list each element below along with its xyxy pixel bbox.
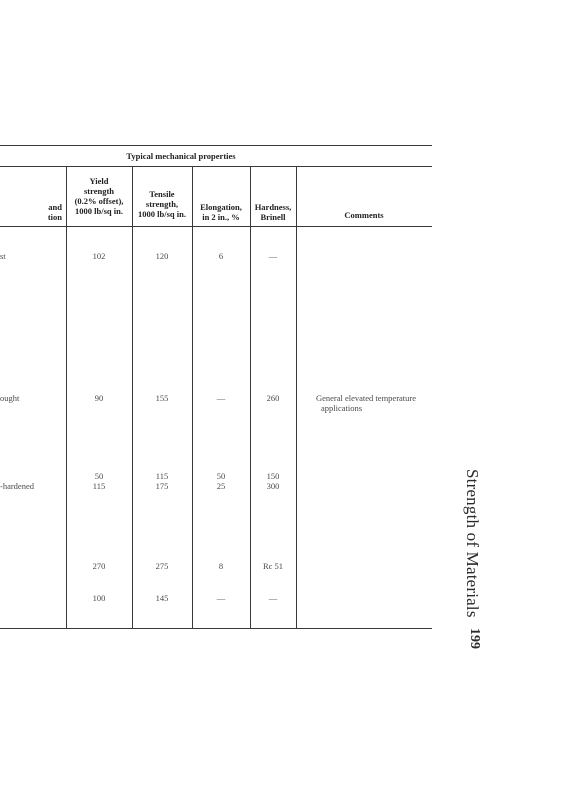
elongation-cell: — — [216, 393, 226, 403]
yield-cell: 50 — [94, 471, 104, 481]
elongation-cell: 50 — [216, 471, 226, 481]
tensile-cell: 115 — [155, 471, 169, 481]
condition-header — [0, 202, 62, 222]
hardness-cell: 150 — [266, 471, 280, 481]
condition-cell: st — [0, 251, 6, 261]
tensile-cell: 175 — [155, 481, 169, 491]
tensile-header-line: Tensile — [149, 189, 175, 199]
yield-cell: 270 — [92, 561, 106, 571]
column-header-rule — [0, 226, 432, 227]
tensile-cell: 120 — [155, 251, 169, 261]
tensile-strength-header — [132, 189, 192, 219]
elongation-header-line: Elongation, — [200, 202, 242, 212]
yield-header-line: strength — [83, 186, 115, 196]
tensile-header-line: strength, — [145, 199, 179, 209]
tensile-cell: 145 — [155, 593, 169, 603]
column-divider — [296, 166, 297, 628]
hardness-cell: — — [268, 593, 278, 603]
hardness-cell: — — [268, 251, 278, 261]
yield-cell: 90 — [94, 393, 104, 403]
yield-header-line: 1000 lb/sq in. — [75, 206, 123, 216]
comments-cell — [300, 393, 432, 413]
yield-header-line: Yield — [89, 176, 109, 186]
yield-header-line: (0.2% offset), — [74, 196, 124, 206]
yield-cell: 115 — [92, 481, 106, 491]
page-number: 199 — [467, 628, 482, 649]
table-bottom-rule — [0, 628, 432, 629]
hardness-cell: Rc 51 — [262, 561, 284, 571]
yield-cell: 102 — [92, 251, 106, 261]
yield-cell: 100 — [92, 593, 106, 603]
running-title: Strength of Materials — [463, 469, 482, 618]
elongation-header-line: in 2 in., % — [202, 212, 240, 222]
elongation-cell: — — [216, 593, 226, 603]
hardness-header — [250, 202, 296, 222]
condition-header-line: tion — [47, 212, 62, 222]
group-header: Typical mechanical properties — [126, 151, 236, 161]
condition-header-line: and — [48, 202, 62, 212]
condition-cell: ought — [0, 393, 20, 403]
elongation-header — [192, 202, 250, 222]
tensile-cell: 155 — [155, 393, 169, 403]
tensile-cell: 275 — [155, 561, 169, 571]
hardness-cell: 260 — [266, 393, 280, 403]
comments-line: General elevated temperature — [315, 393, 417, 403]
hardness-header-line: Hardness, — [254, 202, 292, 212]
comments-header: Comments — [344, 210, 384, 220]
hardness-header-line: Brinell — [260, 212, 286, 222]
elongation-cell: 8 — [218, 561, 224, 571]
elongation-cell: 6 — [218, 251, 224, 261]
table-top-rule — [0, 145, 432, 146]
hardness-cell: 300 — [266, 481, 280, 491]
comments-line: applications — [321, 403, 363, 413]
yield-strength-header — [66, 176, 132, 216]
tensile-header-line: 1000 lb/sq in. — [138, 209, 186, 219]
group-header-rule — [0, 166, 432, 167]
condition-cell: -hardened — [0, 481, 34, 491]
elongation-cell: 25 — [216, 481, 226, 491]
